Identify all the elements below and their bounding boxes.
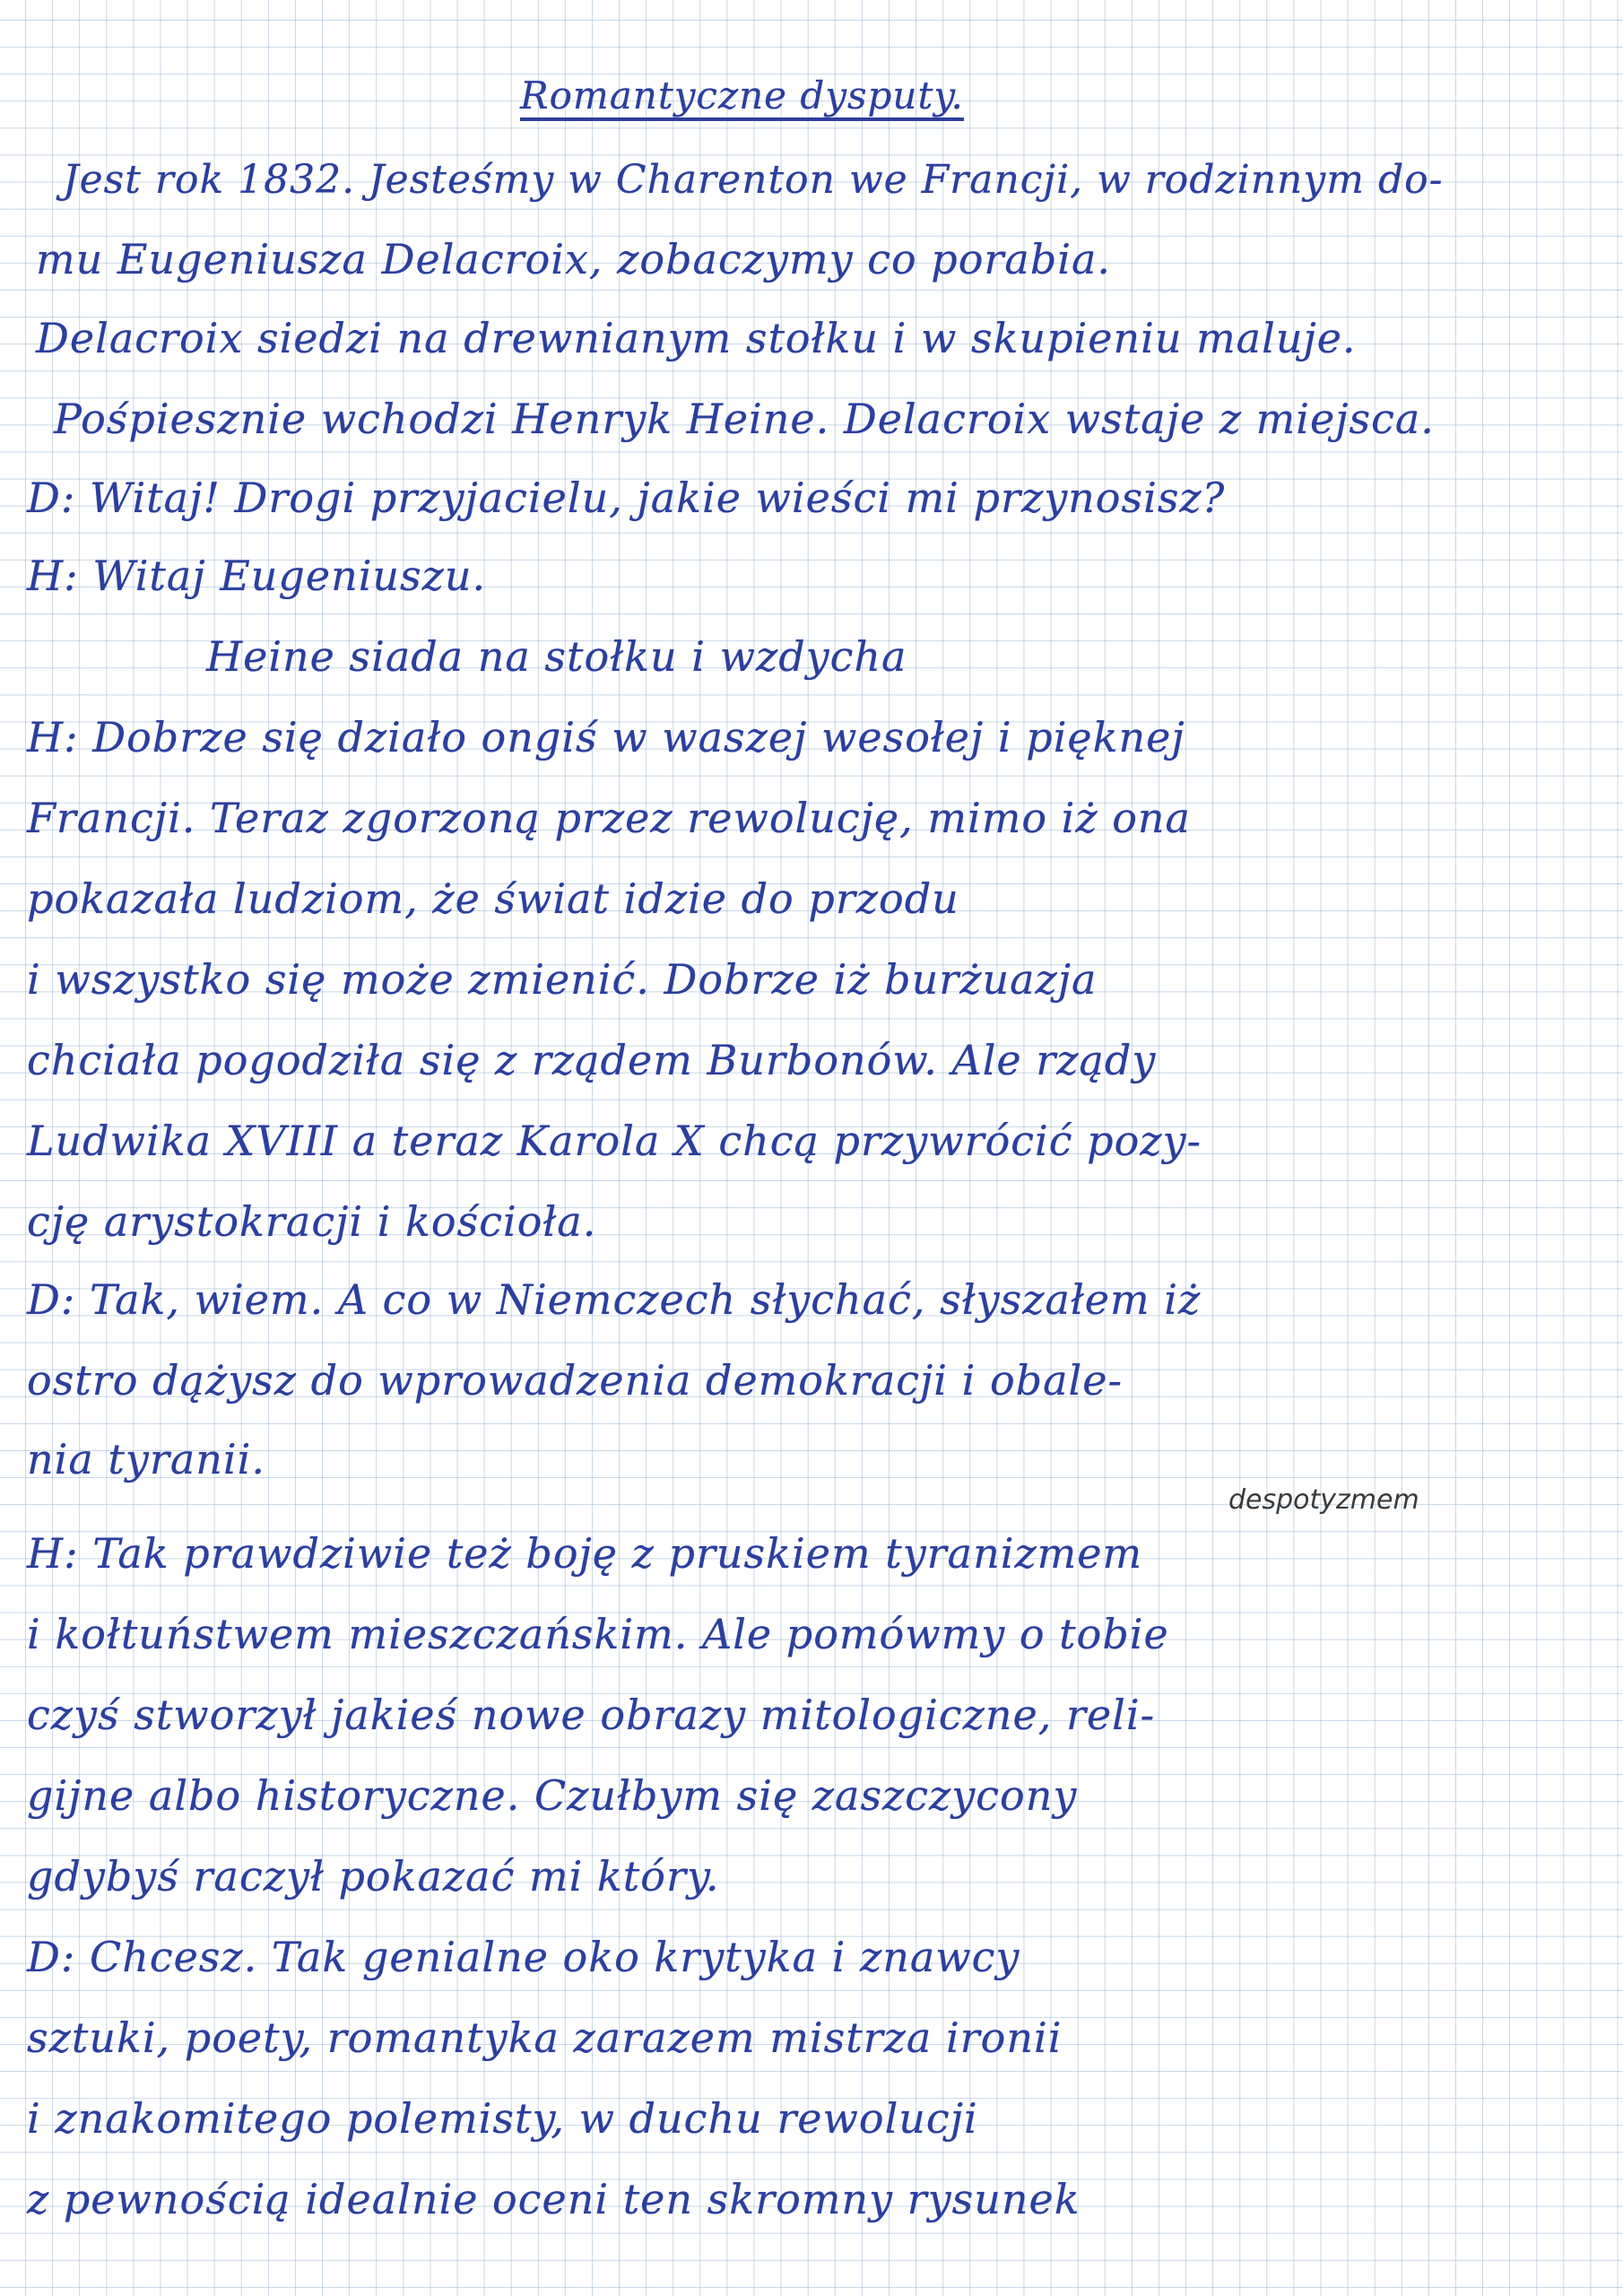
text-line: Jest rok 1832. Jesteśmy w Charenton we Francji, w rodzinnym do- bbox=[63, 157, 1444, 203]
text-line: mu Eugeniusza Delacroix, zobaczymy co porabia. bbox=[36, 235, 1112, 283]
text-line: i kołtuństwem mieszczańskim. Ale pomówmy o tobie bbox=[27, 1610, 1169, 1658]
text-line: Ludwika XVIII a teraz Karola X chcą przywrócić pozy- bbox=[27, 1117, 1202, 1165]
text-line: gdybyś raczył pokazać mi który. bbox=[27, 1852, 720, 1900]
text-line: z pewnością idealnie oceni ten skromny rysunek bbox=[27, 2175, 1081, 2223]
text-line: Francji. Teraz zgorzoną przez rewolucję, mimo iż ona bbox=[27, 794, 1191, 842]
margin-annotation: despotyzmem bbox=[1228, 1484, 1419, 1516]
text-line: sztuki, poety, romantyka zarazem mistrza ironii bbox=[27, 2013, 1063, 2062]
text-line: czyś stworzył jakieś nowe obrazy mitologiczne, reli- bbox=[27, 1691, 1156, 1739]
text-line: D: Tak, wiem. A co w Niemczech słychać, słyszałem iż bbox=[27, 1275, 1202, 1324]
text-line: D: Chcesz. Tak genialne oko krytyka i znawcy bbox=[27, 1933, 1020, 1981]
text-line: H: Tak prawdziwie też boję z pruskiem tyranizmem bbox=[27, 1529, 1143, 1578]
text-line: chciała pogodziła się z rządem Burbonów. Ale rządy bbox=[27, 1036, 1157, 1084]
text-line: pokazała ludziom, że świat idzie do przodu bbox=[27, 874, 959, 923]
text-line: gijne albo historyczne. Czułbym się zaszczycony bbox=[27, 1771, 1078, 1820]
text-line: H: Witaj Eugeniuszu. bbox=[27, 552, 487, 600]
text-line: cję arystokracji i kościoła. bbox=[27, 1197, 597, 1246]
text-line: nia tyranii. bbox=[27, 1435, 265, 1483]
text-line: H: Dobrze się działo ongiś w waszej wesołej i pięknej bbox=[27, 713, 1185, 761]
text-line: Delacroix siedzi na drewnianym stołku i w skupieniu maluje. bbox=[36, 314, 1357, 362]
page-title: Romantyczne dysputy. bbox=[520, 74, 964, 117]
text-line: i znakomitego polemisty, w duchu rewolucji bbox=[27, 2094, 978, 2143]
text-line: ostro dążysz do wprowadzenia demokracji i obale- bbox=[27, 1356, 1124, 1405]
text-line: D: Witaj! Drogi przyjacielu, jakie wieści mi przynosisz? bbox=[27, 474, 1226, 522]
text-line: i wszystko się może zmienić. Dobrze iż burżuazja bbox=[27, 955, 1098, 1004]
text-line: Pośpiesznie wchodzi Henryk Heine. Delacroix wstaje z miejsca. bbox=[54, 395, 1435, 443]
text-line: Heine siada na stołku i wzdycha bbox=[206, 632, 907, 681]
